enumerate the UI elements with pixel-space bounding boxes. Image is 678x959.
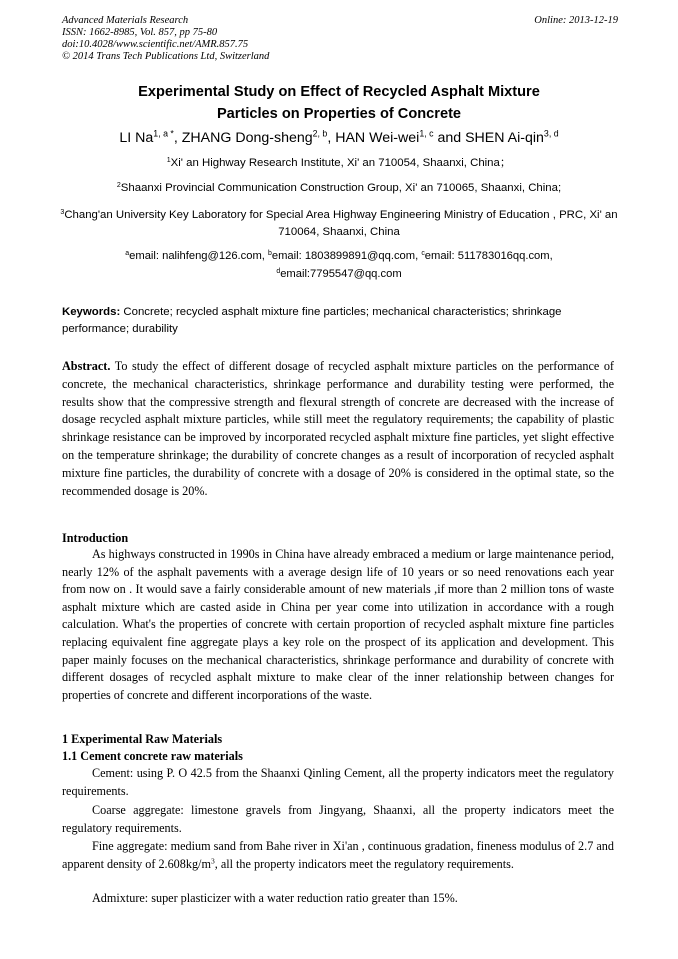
- abstract-label: Abstract.: [62, 359, 111, 373]
- keywords: [62, 304, 614, 338]
- email-d: email:7795547@qq.com: [280, 268, 402, 280]
- author-list: [30, 128, 648, 148]
- email-sup: c: [421, 249, 425, 257]
- introduction-heading: Introduction: [62, 531, 129, 545]
- email-sup: d: [276, 267, 281, 275]
- cement-paragraph: Cement: using P. O 42.5 from the Shaanxi Qinling Cement, all the property indicators meet the regulatory requirements.: [62, 766, 614, 798]
- author-name: ZHANG Dong-sheng: [181, 130, 313, 146]
- author-sup: 2, b: [312, 128, 328, 139]
- email-a: email: nalihfeng@126.com,: [129, 250, 269, 262]
- author-separator: and: [433, 130, 466, 146]
- copyright-line: © 2014 Trans Tech Publications Ltd, Switzerland: [62, 51, 270, 62]
- keywords-label: Keywords:: [62, 306, 121, 318]
- doi-line: doi:10.4028/www.scientific.net/AMR.857.75: [62, 39, 249, 50]
- author-name: LI Na: [119, 130, 154, 146]
- journal-name: Advanced Materials Research: [62, 15, 189, 26]
- affiliation-text: Xi' an Highway Research Institute, Xi' an 710054, Shaanxi, China；: [170, 157, 512, 169]
- email-sup: a: [125, 249, 130, 257]
- admixture-paragraph: Admixture: super plasticizer with a water reduction ratio greater than 15%.: [92, 891, 458, 905]
- title-line-1: Experimental Study on Effect of Recycled Asphalt Mixture: [138, 84, 540, 100]
- affiliation-sup: 2: [116, 181, 121, 189]
- fine-aggregate-paragraph: [62, 838, 614, 873]
- author-sup: 1, a *: [153, 128, 174, 139]
- email-c: email: 511783016qq.com,: [424, 250, 553, 262]
- email-sup: b: [268, 249, 272, 257]
- author-separator: ,: [327, 130, 336, 146]
- section-1-heading: 1 Experimental Raw Materials: [62, 732, 223, 746]
- introduction-paragraph: As highways constructed in 1990s in China have already embraced a medium or large maintenance period, nearly 12% of the asphalt pavements with a average design life of 10 years or so need renovations each year from now on . It would save a fairly considerable amount of new materials ,if more than 2 million tons of waste asphalt mixture which are casted aside in China per year come into utilization in accordance with a rough calculation. What's the properties of concrete with certain proportion of recycled asphalt mixture fine particles replacing equivalent fine aggregate plays a key role on the prospect of its application and development. This paper mainly focuses on the mechanical characteristics, shrinkage performance and durability of concrete with different dosages of recycled asphalt mixture to make clear of the inner relationship between changes for properties of concrete and different incorporations of the waste.: [62, 547, 614, 702]
- abstract: [62, 358, 614, 500]
- affiliation-2: [40, 180, 638, 197]
- affiliation-sup: 1: [166, 156, 171, 164]
- affiliation-3: [40, 207, 638, 241]
- affiliation-sup: 3: [60, 208, 65, 216]
- abstract-text: To study the effect of different dosage of recycled asphalt mixture particles on the performance of concrete, the mechanical characteristics, shrinkage performance and durability testing were performed, the results show that the compressive strength and flexural strength of concrete are decreased with the increase of dosage recycled asphalt mixture particles, while still meet the regulatory requirements; the capability of plastic shrinkage resistance can be improved by incorporated recycled asphalt mixture fine particles, yet slight effective on the temperature shrinkage; the durability of concrete changes as a result of incorporation of recycled asphalt mixture fine particles, the durability of concrete with a dosage of 20% is considered in the optimal state, so the recommended dosage is 20%.: [62, 359, 614, 498]
- email-b: email: 1803899891@qq.com,: [271, 250, 422, 262]
- issn-line: ISSN: 1662-8985, Vol. 857, pp 75-80: [62, 27, 218, 38]
- affiliation-text: Shaanxi Provincial Communication Construction Group, Xi' an 710065, Shaanxi, China;: [120, 182, 562, 194]
- author-separator: ,: [173, 130, 182, 146]
- author-name: HAN Wei-wei: [335, 130, 420, 146]
- coarse-aggregate-paragraph: Coarse aggregate: limestone gravels from Jingyang, Shaanxi, all the property indicators meet the regulatory requirements.: [62, 803, 614, 835]
- paper-title: [40, 81, 638, 125]
- affiliation-text: Chang'an University Key Laboratory for Special Area Highway Engineering Ministry of Education , PRC, Xi' an 710064, Shaanxi, China: [64, 209, 618, 238]
- author-name: SHEN Ai-qin: [465, 130, 544, 146]
- fine-aggregate-text-end: , all the property indicators meet the regulatory requirements.: [214, 856, 514, 871]
- keywords-text: Concrete; recycled asphalt mixture fine particles; mechanical characteristics; shrinkage performance; durability: [62, 306, 562, 335]
- author-sup: 1, c: [419, 128, 434, 139]
- affiliation-1: [40, 155, 638, 172]
- fine-aggregate-text: Fine aggregate: medium sand from Bahe river in Xi'an , continuous gradation, fineness modulus of 2.7 and apparent density of 2.608kg/m: [62, 839, 614, 871]
- section-1-1-heading: 1.1 Cement concrete raw materials: [62, 749, 243, 763]
- online-date: Online: 2013-12-19: [534, 15, 618, 26]
- journal-header: [62, 15, 618, 63]
- unit-exponent: 3: [210, 856, 215, 866]
- title-line-2: Particles on Properties of Concrete: [216, 106, 462, 122]
- author-sup: 3, d: [543, 128, 559, 139]
- email-block: [40, 247, 638, 283]
